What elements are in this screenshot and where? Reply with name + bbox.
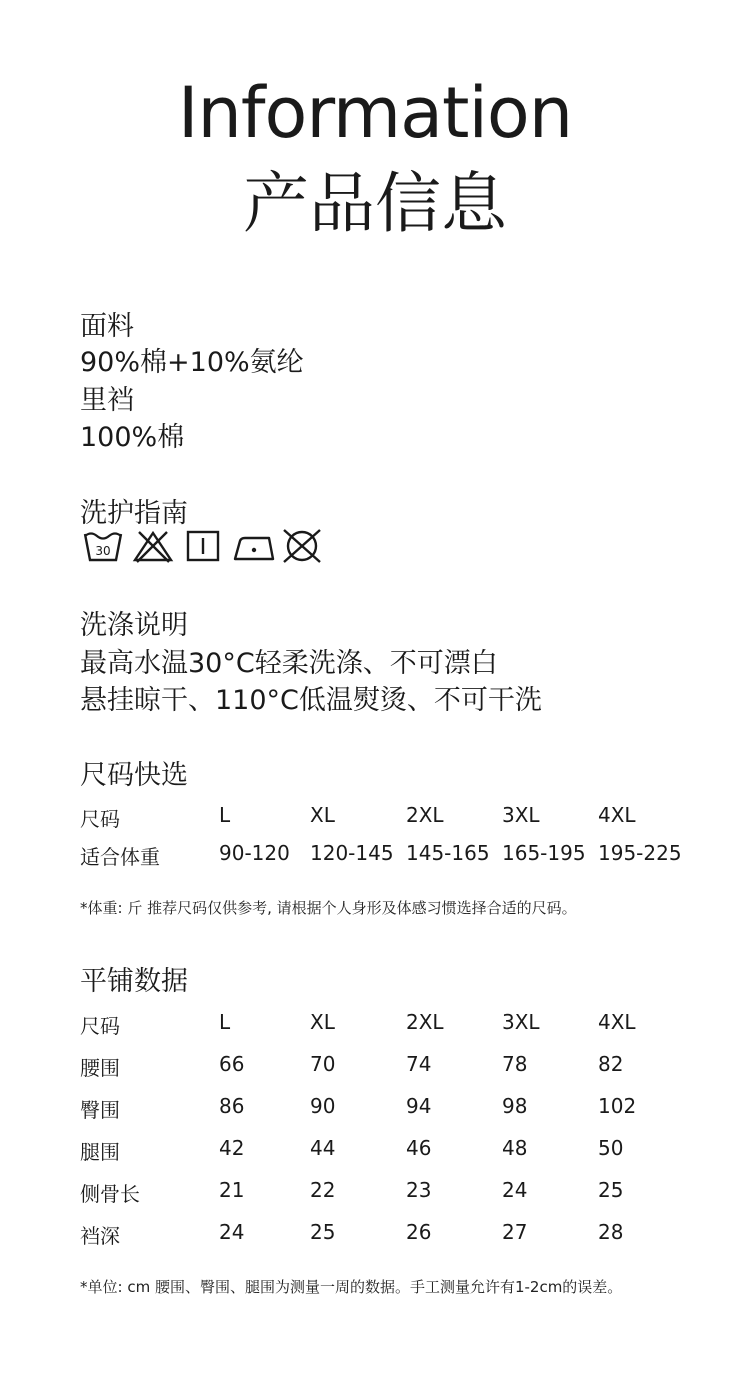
flat-data-cell: 78 xyxy=(502,1052,528,1076)
flat-data-cell: 90 xyxy=(310,1094,336,1118)
flat-data-cell: 22 xyxy=(310,1178,336,1202)
wash-line-1: 最高水温30°C轻柔洗涤、不可漂白 xyxy=(80,648,498,679)
fabric-value: 90%棉+10%氨纶 xyxy=(80,347,304,378)
flat-data-note: *单位: cm 腰围、臀围、腿围为测量一周的数据。手工测量允许有1-2cm的误差。 xyxy=(80,1278,623,1296)
flat-data-header-cell: 尺码 xyxy=(80,1014,120,1038)
flat-data-header-cell: 2XL xyxy=(406,1010,444,1034)
flat-data-cell: 28 xyxy=(598,1220,624,1244)
wash-temp: 30 xyxy=(95,544,111,558)
flat-data-cell: 82 xyxy=(598,1052,624,1076)
wash-30-icon xyxy=(82,528,124,564)
flat-data-cell: 70 xyxy=(310,1052,336,1076)
flat-data-cell: 98 xyxy=(502,1094,528,1118)
size-quick-header-cell: 尺码 xyxy=(80,807,120,831)
flat-data-cell: 46 xyxy=(406,1136,432,1160)
flat-data-label: 平铺数据 xyxy=(80,966,188,997)
no-dry-clean-icon xyxy=(280,528,324,564)
care-label: 洗护指南 xyxy=(80,498,188,529)
flat-data-cell: 50 xyxy=(598,1136,624,1160)
flat-data-cell: 23 xyxy=(406,1178,432,1202)
flat-data-cell: 24 xyxy=(502,1178,528,1202)
lining-value: 100%棉 xyxy=(80,422,185,453)
flat-data-cell: 裆深 xyxy=(80,1224,120,1248)
size-quick-cell: 适合体重 xyxy=(80,845,160,869)
flat-data-header-cell: L xyxy=(219,1010,231,1034)
size-quick-cell: 90-120 xyxy=(219,841,290,865)
flat-data-cell: 66 xyxy=(219,1052,245,1076)
tumble-hang-dry-icon xyxy=(186,528,220,564)
wash-line-2: 悬挂晾干、110°C低温熨烫、不可干洗 xyxy=(80,685,542,716)
flat-data-cell: 侧骨长 xyxy=(80,1182,140,1206)
flat-data-cell: 48 xyxy=(502,1136,528,1160)
title-english: Information xyxy=(177,72,573,154)
flat-data-cell: 44 xyxy=(310,1136,336,1160)
flat-data-cell: 21 xyxy=(219,1178,245,1202)
lining-label: 里裆 xyxy=(80,385,134,416)
title-chinese: 产品信息 xyxy=(243,165,507,242)
wash-label: 洗涤说明 xyxy=(80,610,188,641)
flat-data-cell: 86 xyxy=(219,1094,245,1118)
size-quick-note: *体重: 斤 推荐尺码仅供参考, 请根据个人身形及体感习惯选择合适的尺码。 xyxy=(80,899,577,917)
low-iron-icon xyxy=(231,528,275,564)
fabric-label: 面料 xyxy=(80,311,134,342)
flat-data-header-cell: 4XL xyxy=(598,1010,636,1034)
size-quick-cell: 165-195 xyxy=(502,841,586,865)
no-bleach-icon xyxy=(131,528,175,564)
flat-data-cell: 24 xyxy=(219,1220,245,1244)
flat-data-cell: 26 xyxy=(406,1220,432,1244)
flat-data-cell: 27 xyxy=(502,1220,528,1244)
size-quick-cell: 120-145 xyxy=(310,841,394,865)
flat-data-cell: 臀围 xyxy=(80,1098,120,1122)
flat-data-cell: 25 xyxy=(598,1178,624,1202)
size-quick-header-cell: 4XL xyxy=(598,803,636,827)
flat-data-header-cell: 3XL xyxy=(502,1010,540,1034)
size-quick-label: 尺码快选 xyxy=(80,760,188,791)
flat-data-cell: 102 xyxy=(598,1094,637,1118)
size-quick-header-cell: 3XL xyxy=(502,803,540,827)
size-quick-cell: 145-165 xyxy=(406,841,490,865)
size-quick-header-cell: 2XL xyxy=(406,803,444,827)
size-quick-header-cell: L xyxy=(219,803,231,827)
flat-data-cell: 42 xyxy=(219,1136,245,1160)
flat-data-cell: 腿围 xyxy=(80,1140,120,1164)
size-quick-cell: 195-225 xyxy=(598,841,682,865)
flat-data-cell: 25 xyxy=(310,1220,336,1244)
flat-data-header-cell: XL xyxy=(310,1010,335,1034)
flat-data-cell: 74 xyxy=(406,1052,432,1076)
flat-data-cell: 腰围 xyxy=(80,1056,120,1080)
flat-data-cell: 94 xyxy=(406,1094,432,1118)
size-quick-header-cell: XL xyxy=(310,803,335,827)
